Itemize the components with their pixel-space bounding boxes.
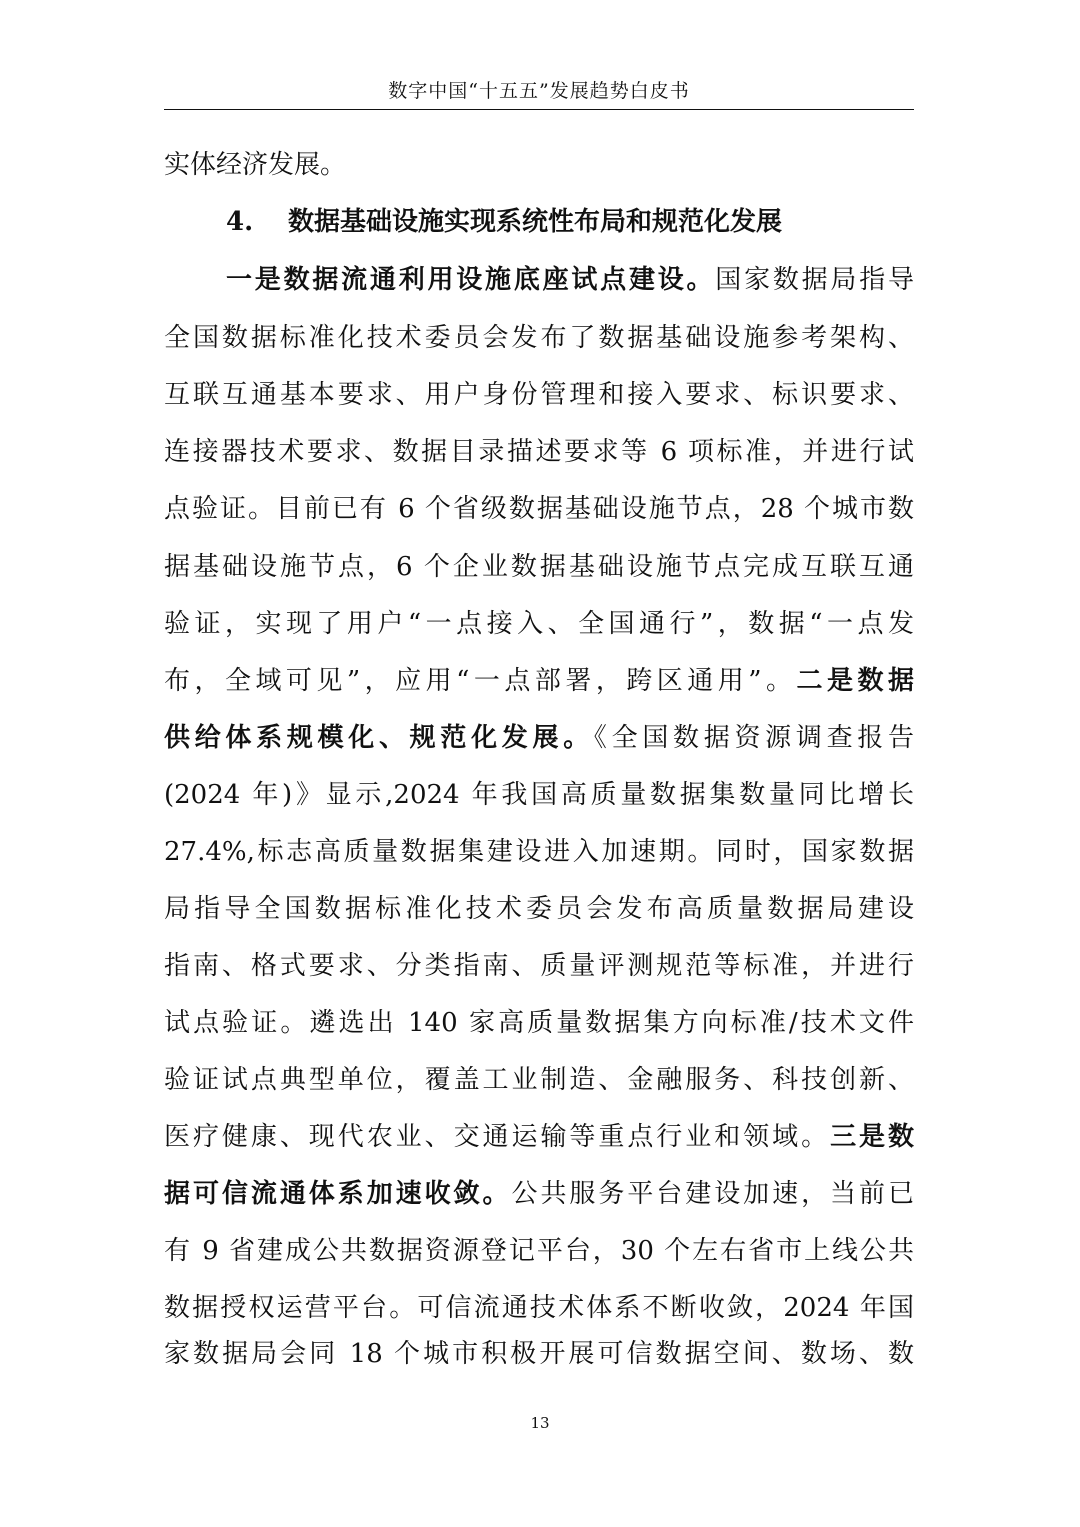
body-line-1: 实体经济发展。 — [164, 150, 347, 180]
body-line-6: 连接器技术要求、数据目录描述要求等 6 项标准，并进行试 — [164, 437, 914, 467]
body-line-9: 验证，实现了用户“一点接入、全国通行”，数据“一点发 — [164, 609, 914, 639]
section-heading — [226, 193, 914, 251]
lead-phrase-1: 一是数据流通利用设施底座试点建设。 — [226, 265, 716, 295]
page-number: 13 — [530, 1414, 550, 1432]
body-line-18-rest: 医疗健康、现代农业、交通运输等重点行业和领域。 — [164, 1122, 831, 1152]
body-line-20: 有 9 省建成公共数据资源登记平台，30 个左右省市上线公共 — [164, 1236, 914, 1266]
section-title: 数据基础设施实现系统性布局和规范化发展 — [288, 207, 783, 237]
body-line-15: 指南、格式要求、分类指南、质量评测规范等标准，并进行 — [164, 951, 914, 981]
lead-phrase-3-end: 据可信流通体系加速收敛。 — [164, 1179, 512, 1209]
body-line-10-rest: 布，全域可见”，应用“一点部署，跨区通用”。 — [164, 666, 797, 696]
body-line-12: (2024 年)》显示,2024 年我国高质量数据集数量同比增长 — [164, 780, 914, 810]
body-line-18 — [164, 1108, 914, 1166]
body-line-7: 点验证。目前已有 6 个省级数据基础设施节点，28 个城市数 — [164, 494, 914, 524]
body-line-16: 试点验证。遴选出 140 家高质量数据集方向标准/技术文件 — [164, 1008, 914, 1038]
body-line-8: 据基础设施节点，6 个企业数据基础设施节点完成互联互通 — [164, 552, 914, 582]
body-line-5: 互联互通基本要求、用户身份管理和接入要求、标识要求、 — [164, 380, 914, 410]
lead-phrase-3-start: 三是数 — [830, 1122, 914, 1152]
section-number: 4. — [226, 207, 254, 237]
body-line-19-rest: 公共服务平台建设加速，当前已 — [511, 1179, 914, 1209]
body-line-19 — [164, 1165, 914, 1223]
body-line-22: 家数据局会同 18 个城市积极开展可信数据空间、数场、数 — [164, 1339, 914, 1369]
body-line-11 — [164, 709, 914, 767]
body-line-3 — [226, 251, 914, 309]
body-line-11-rest: 《全国数据资源调查报告 — [593, 723, 914, 753]
body-line-21: 数据授权运营平台。可信流通技术体系不断收敛，2024 年国 — [164, 1293, 914, 1323]
body-line-14: 局指导全国数据标准化技术委员会发布高质量数据局建设 — [164, 894, 914, 924]
lead-phrase-2-end: 供给体系规模化、规范化发展。 — [164, 723, 594, 753]
body-line-4: 全国数据标准化技术委员会发布了数据基础设施参考架构、 — [164, 323, 914, 353]
lead-phrase-2-start: 二是数据 — [796, 666, 914, 696]
body-line-13: 27.4%,标志高质量数据集建设进入加速期。同时，国家数据 — [164, 837, 914, 867]
body-line-3-rest: 国家数据局指导 — [715, 265, 914, 295]
header-rule — [164, 109, 914, 110]
body-line-17: 验证试点典型单位，覆盖工业制造、金融服务、科技创新、 — [164, 1065, 914, 1095]
running-header: 数字中国“十五五”发展趋势白皮书 — [388, 80, 690, 102]
body-line-10 — [164, 652, 914, 710]
